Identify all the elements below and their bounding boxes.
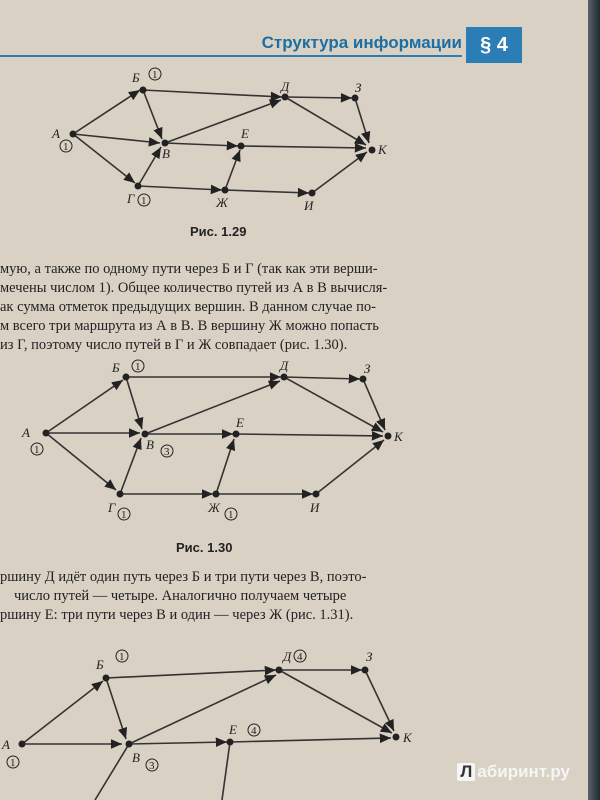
figure-caption: Рис. 1.29 bbox=[190, 224, 247, 239]
node-label-d: Д bbox=[281, 79, 290, 94]
node-label-k: К bbox=[394, 429, 403, 444]
figure-caption: Рис. 1.30 bbox=[176, 540, 233, 555]
mark-b: 1 bbox=[119, 651, 125, 663]
node-label-e: Е bbox=[241, 126, 249, 141]
node-label-z: З bbox=[355, 80, 362, 95]
node-label-b: Б bbox=[96, 657, 104, 672]
text-line: число путей — четыре. Аналогично получаем четыре bbox=[14, 588, 347, 604]
node-label-b: Б bbox=[112, 360, 120, 375]
mark-a: 1 bbox=[63, 141, 69, 153]
node-label-i: И bbox=[304, 198, 314, 213]
node-label-e: Е bbox=[236, 415, 244, 430]
mark-g: 1 bbox=[121, 509, 127, 521]
mark-e: 4 bbox=[251, 725, 257, 737]
mark-a: 1 bbox=[10, 757, 16, 769]
node-label-zh: Ж bbox=[216, 195, 228, 210]
mark-v: 3 bbox=[164, 446, 170, 458]
node-label-v: В bbox=[162, 146, 170, 161]
node-label-a: А bbox=[52, 126, 60, 141]
watermark bbox=[457, 762, 570, 782]
node-label-d: Д bbox=[283, 649, 292, 664]
node-label-e: Е bbox=[229, 722, 237, 737]
node-label-k: К bbox=[378, 142, 387, 157]
node-label-zh: Ж bbox=[208, 500, 220, 515]
text-line: ршину Д идёт один путь через Б и три пути через В, поэто- bbox=[0, 569, 367, 585]
mark-v: 3 bbox=[149, 760, 155, 772]
node-label-z: З bbox=[364, 361, 371, 376]
node-label-d: Д bbox=[280, 358, 289, 373]
text-line: мечены числом 1). Общее количество путей из А в В вычисля- bbox=[0, 280, 388, 296]
chapter-title: Структура информации bbox=[261, 33, 462, 52]
mark-g: 1 bbox=[141, 195, 147, 207]
node-label-a: А bbox=[22, 425, 30, 440]
section-badge: § 4 bbox=[466, 27, 522, 63]
mark-a: 1 bbox=[34, 444, 40, 456]
mark-b: 1 bbox=[135, 361, 141, 373]
text-line: из Г, поэтому число путей в Г и Ж совпадает (рис. 1.30). bbox=[0, 337, 348, 353]
node-label-k: К bbox=[403, 730, 412, 745]
text-line: ак сумма отметок предыдущих вершин. В данном случае по- bbox=[0, 299, 376, 315]
node-label-z: З bbox=[366, 649, 373, 664]
text-line: м всего три маршрута из А в В. В вершину Ж можно попасть bbox=[0, 318, 379, 334]
node-label-a: А bbox=[2, 737, 10, 752]
text-line: мую, а также по одному пути через Б и Г (так как эти верши- bbox=[0, 261, 378, 277]
watermark-logo: Л bbox=[457, 763, 475, 781]
text-line: ршину Е: три пути через В и один — через Ж (рис. 1.31). bbox=[0, 607, 354, 623]
node-label-b: Б bbox=[132, 70, 140, 85]
node-label-v: В bbox=[146, 437, 154, 452]
watermark-text: абиринт.ру bbox=[477, 762, 570, 781]
mark-zh: 1 bbox=[228, 509, 234, 521]
node-label-v: В bbox=[132, 750, 140, 765]
book-edge bbox=[588, 0, 600, 800]
node-label-i: И bbox=[310, 500, 320, 515]
node-label-g: Г bbox=[127, 191, 135, 206]
mark-d: 4 bbox=[297, 651, 303, 663]
node-label-g: Г bbox=[108, 500, 116, 515]
mark-b: 1 bbox=[152, 69, 158, 81]
